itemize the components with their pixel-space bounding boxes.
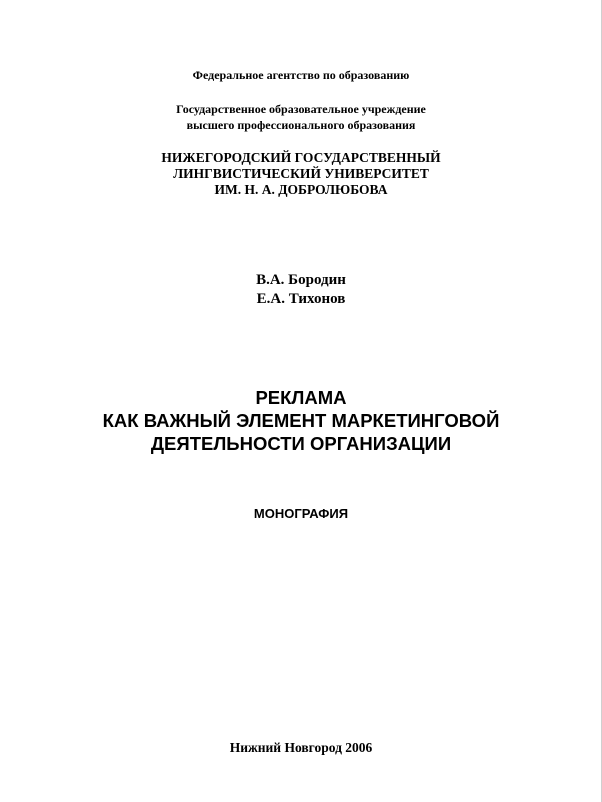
author-2: Е.А. Тихонов bbox=[256, 291, 346, 307]
institution-line-1: Государственное образовательное учреждение bbox=[176, 102, 426, 116]
genre-label: МОНОГРАФИЯ bbox=[253, 506, 349, 521]
author-1: В.А. Бородин bbox=[256, 272, 346, 288]
title-line-1: РЕКЛАМА bbox=[255, 387, 347, 408]
title-line-3: ДЕЯТЕЛЬНОСТИ ОРГАНИЗАЦИИ bbox=[150, 433, 452, 454]
university-line-1: НИЖЕГОРОДСКИЙ ГОСУДАРСТВЕННЫЙ bbox=[161, 150, 441, 165]
imprint: Нижний Новгород 2006 bbox=[229, 740, 373, 755]
institution-line-2: высшего профессионального образования bbox=[186, 118, 416, 132]
title-line-2: КАК ВАЖНЫЙ ЭЛЕМЕНТ МАРКЕТИНГОВОЙ bbox=[102, 410, 500, 431]
university-line-3: ИМ. Н. А. ДОБРОЛЮБОВА bbox=[214, 182, 388, 197]
university-line-2: ЛИНГВИСТИЧЕСКИЙ УНИВЕРСИТЕТ bbox=[173, 166, 429, 181]
agency-name: Федеральное агентство по образованию bbox=[192, 68, 410, 82]
